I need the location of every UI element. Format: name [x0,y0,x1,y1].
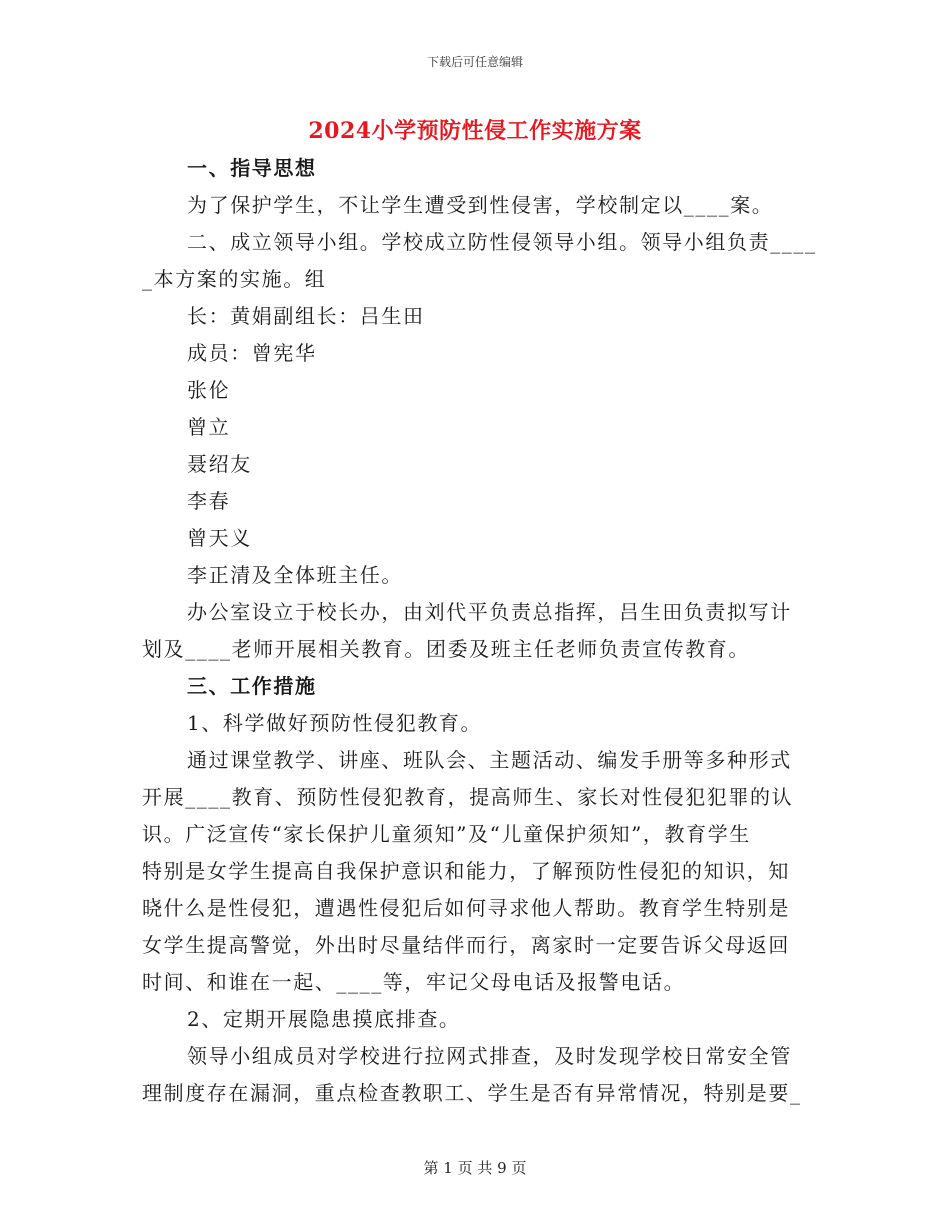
section-heading: 一、指导思想 [187,156,317,180]
paragraph-line: 二、成立领导小组。学校成立防性侵领导小组。领导小组负责____ [187,230,817,254]
member-name: 李春 [187,489,231,513]
paragraph-line: 为了保护学生，不让学生遭受到性侵害，学校制定以____案。 [187,193,774,217]
paragraph-line: 办公室设立于校长办，由刘代平负责总指挥，吕生田负责拟写计 [187,600,792,624]
paragraph-line: 女学生提高警觉，外出时尽量结伴而行，离家时一定要告诉父母返回 [142,933,790,957]
paragraph-line: 划及____老师开展相关教育。团委及班主任老师负责宣传教育。 [142,637,750,661]
paragraph-line: 通过课堂教学、讲座、班队会、主题活动、编发手册等多种形式 [187,748,792,772]
page-indicator: 第 1 页 共 9 页 [423,1159,527,1177]
paragraph-line: _本方案的实施。组 [142,267,327,291]
document-title: 2024小学预防性侵工作实施方案 [308,118,642,144]
member-name: 曾天义 [187,526,252,550]
member-name: 曾立 [187,415,231,439]
subsection-heading: 2、定期开展隐患摸底排查。 [187,1007,461,1031]
paragraph-line: 开展____教育、预防性侵犯教育，提高师生、家长对性侵犯犯罪的认 [142,785,794,809]
section-heading: 三、工作措施 [187,674,317,698]
paragraph-line: 领导小组成员对学校进行拉网式排查，及时发现学校日常安全管 [187,1044,792,1068]
member-name: 聂绍友 [187,452,252,476]
subsection-heading: 1、科学做好预防性侵犯教育。 [187,711,483,735]
paragraph-line: 李正清及全体班主任。 [187,563,403,587]
paragraph-line: 晓什么是性侵犯，遭遇性侵犯后如何寻求他人帮助。教育学生特别是 [142,896,790,920]
member-name: 张伦 [187,378,231,402]
paragraph-line: 识。广泛宣传“家长保护儿童须知”及“儿童保护须知”，教育学生 [142,822,751,846]
paragraph-line: 长：黄娟副组长：吕生田 [187,304,425,328]
header-note: 下载后可任意编辑 [426,55,523,69]
document-body [142,150,817,1112]
paragraph-line: 成员：曾宪华 [187,341,317,365]
paragraph-line: 时间、和谁在一起、____等，牢记父母电话及报警电话。 [142,970,686,994]
paragraph-line: 特别是女学生提高自我保护意识和能力，了解预防性侵犯的知识，知 [142,859,790,883]
paragraph-line: 理制度存在漏洞，重点检查教职工、学生是否有异常情况，特别是要_ [142,1081,802,1105]
